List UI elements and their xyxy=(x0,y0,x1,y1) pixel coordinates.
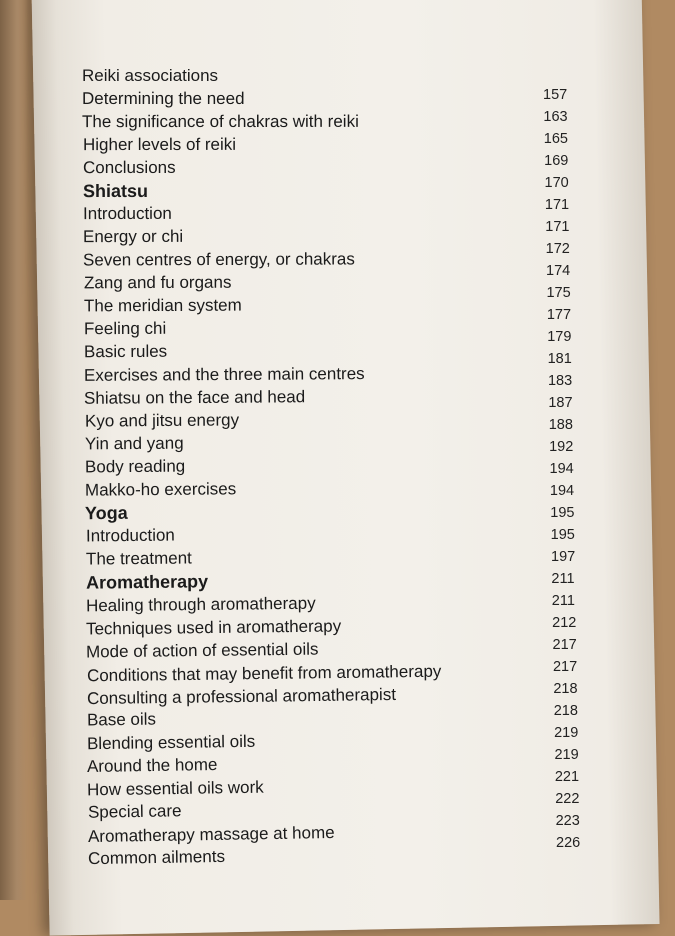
page-number: 222 xyxy=(555,791,580,807)
book-gutter-shadow xyxy=(0,0,28,900)
page-number: 226 xyxy=(556,835,581,851)
page-number: 223 xyxy=(555,813,580,829)
page-number: 194 xyxy=(549,483,575,499)
toc-entry: Energy or chi xyxy=(83,226,184,247)
page-number: 211 xyxy=(551,571,575,587)
toc-entry: Healing through aromatherapy xyxy=(85,593,316,616)
toc-entry: Introduction xyxy=(83,203,172,224)
page-number: 197 xyxy=(551,549,576,565)
page-number: 187 xyxy=(548,395,573,411)
toc-entry: Introduction xyxy=(85,525,175,546)
toc-entry: Exercises and the three main centres xyxy=(84,364,365,385)
toc-entry: The significance of chakras with reiki xyxy=(82,111,360,132)
toc-entry: Base oils xyxy=(86,709,157,730)
page-number: 211 xyxy=(551,593,575,609)
page-number: 181 xyxy=(547,351,572,367)
page-number: 179 xyxy=(547,329,572,345)
toc-entry: Conditions that may benefit from aromatherapy xyxy=(86,661,442,686)
page-number: 188 xyxy=(548,417,573,433)
toc-entry: Makko-ho exercises xyxy=(85,479,237,500)
toc-entry: Basic rules xyxy=(84,341,168,362)
toc-entry: Blending essential oils xyxy=(86,731,256,754)
toc-entry: Kyo and jitsu energy xyxy=(84,410,239,431)
page-number: 217 xyxy=(552,637,577,653)
page-number: 165 xyxy=(543,131,568,147)
toc-entry: Consulting a professional aromatherapist xyxy=(86,684,396,709)
page-number: 192 xyxy=(549,439,574,455)
section-heading: Shiatsu xyxy=(82,180,148,202)
toc-entry: Mode of action of essential oils xyxy=(86,639,319,662)
toc-entry: Feeling chi xyxy=(83,318,167,339)
toc-entry: Common ailments xyxy=(87,846,226,869)
toc-entry: How essential oils work xyxy=(87,777,265,800)
page-number: 218 xyxy=(553,703,578,719)
section-heading: Yoga xyxy=(85,502,129,524)
page-number: 175 xyxy=(546,285,571,301)
page-number: 171 xyxy=(544,197,570,213)
toc-entry: Yin and yang xyxy=(84,433,184,454)
page-number: 183 xyxy=(547,373,573,389)
toc-entry: Around the home xyxy=(87,755,218,776)
toc-entry: The meridian system xyxy=(83,295,242,316)
page-number: 157 xyxy=(543,87,568,103)
page-number: 177 xyxy=(546,307,572,323)
page-number: 195 xyxy=(550,527,575,543)
page-number: 194 xyxy=(549,461,574,477)
page-number: 221 xyxy=(554,769,580,785)
page-number: 219 xyxy=(554,725,579,741)
page-number: 218 xyxy=(553,681,578,697)
toc-entry: Zang and fu organs xyxy=(83,272,232,293)
page-number: 219 xyxy=(554,747,579,763)
section-heading: Aromatherapy xyxy=(85,571,209,593)
page-number: 217 xyxy=(552,659,578,675)
page-number: 212 xyxy=(552,615,577,631)
page-number: 169 xyxy=(544,153,569,169)
toc-entry: Shiatsu on the face and head xyxy=(84,387,306,408)
toc-entry: Reiki associations xyxy=(82,66,219,85)
page-number: 174 xyxy=(546,263,571,279)
toc-entry: Higher levels of reiki xyxy=(82,134,236,155)
toc-entry: Conclusions xyxy=(82,157,176,178)
page-number: 171 xyxy=(545,219,570,235)
toc-entry: The treatment xyxy=(85,548,192,569)
toc-entry: Body reading xyxy=(84,456,186,477)
toc-entry: Special care xyxy=(87,801,182,822)
page-number: 172 xyxy=(545,241,570,257)
toc-entry: Determining the need xyxy=(82,88,245,109)
page-number: 195 xyxy=(550,505,575,521)
toc-entry: Aromatherapy massage at home xyxy=(87,822,335,847)
page-number: 170 xyxy=(544,175,569,191)
toc-entry: Seven centres of energy, or chakras xyxy=(83,249,356,270)
toc-entry: Techniques used in aromatherapy xyxy=(86,616,342,639)
page-number: 163 xyxy=(543,109,568,125)
